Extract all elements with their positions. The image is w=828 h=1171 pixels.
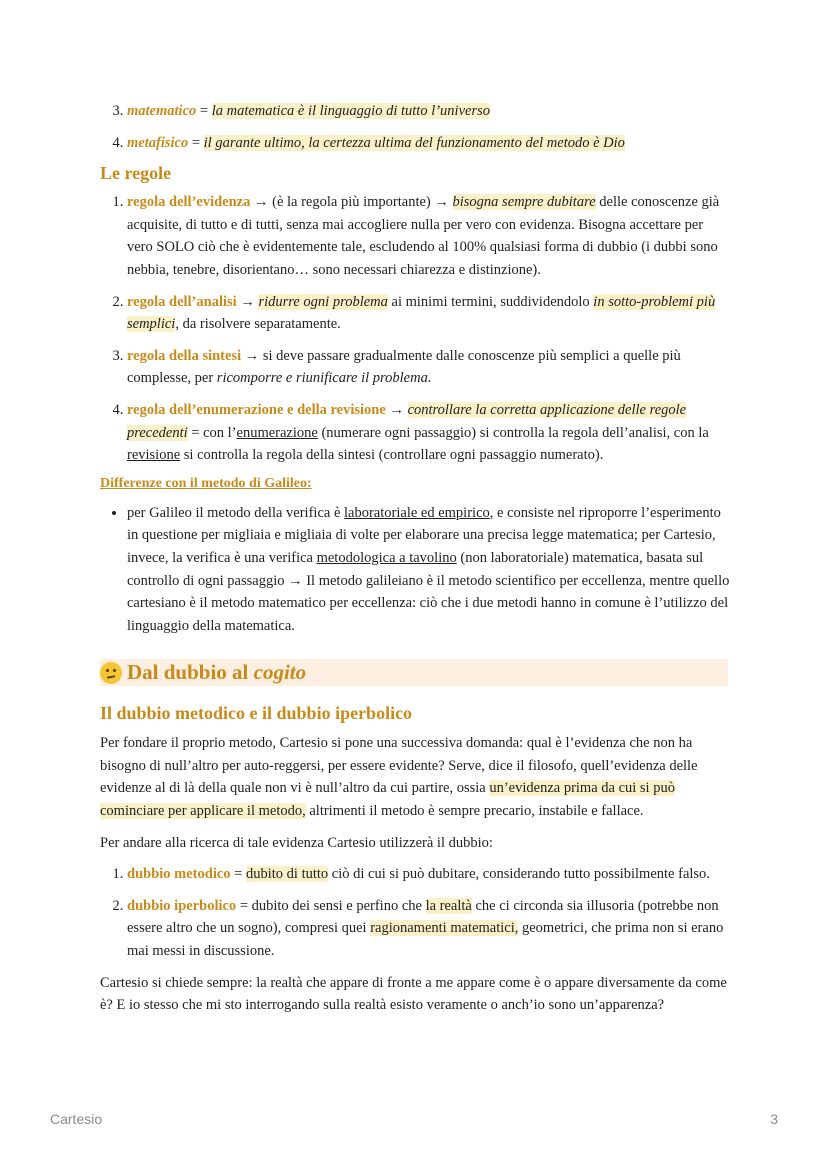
dubbio-list — [100, 863, 730, 962]
list-item: 3. regola della sintesi → si deve passare gradualmente dalle conoscenze più semplici a quelle più complesse, per ricomporre e riunificare il problema. — [127, 345, 730, 390]
heading-dubbio: Il dubbio metodico e il dubbio iperbolico — [100, 703, 413, 724]
page-content — [100, 0, 730, 1026]
paragraph: Per fondare il proprio metodo, Cartesio si pone una successiva domanda: qual è l’evidenza che non ha bisogno di null’altro per auto-reggersi, per essere evidente? Serve, dice il filosofo, quell’evidenza delle evidenze al di là della quale non vi è null’altro da cui partire, ossia un’evidenza prima da cui si può cominciare per applicare il metodo, altrimenti il metodo è sempre precario, instabile e fallace. — [100, 735, 698, 820]
list-item: 4. regola dell’enumerazione e della revisione → controllare la corretta applicazione delle regole precedenti = con l’enumerazione (numerare ogni passaggio) si controlla la regola dell’analisi, con la revisione si controlla la regola della sintesi (controllare ogni passaggio numerato). — [127, 399, 730, 467]
list-item: 2. regola dell’analisi → ridurre ogni problema ai minimi termini, suddividendolo in sotto-problemi più semplici, da risolvere separatamente. — [127, 291, 730, 336]
list-item: • per Galileo il metodo della verifica è laboratoriale ed empirico, e consiste nel riproporre l’esperimento in questione per migliaia e migliaia di volte per elaborare una precisa legge matematica; per Cartesio, invece, la verifica è una verifica metodologica a tavolino (non laboratoriale) matematica, basata sul controllo di ogni passaggio → Il metodo galileiano è il metodo scientifico per eccellenza, mentre quello cartesiano è il metodo matematico per eccellenza: ciò che i due metodi hanno in comune è l’utilizzo del linguaggio della matematica. — [127, 502, 730, 638]
paragraph: Cartesio si chiede sempre: la realtà che appare di fronte a me appare come è o appare diversamente da come è? E io stesso che mi sto interrogando sulla realtà esisto veramente o anch’io sono un’apparenza? — [100, 974, 727, 1014]
section-title: Dal dubbio al cogito — [127, 660, 307, 685]
list-item: 2. dubbio iperbolico = dubito dei sensi e perfino che la realtà che ci circonda sia illusoria (potrebbe non essere altro che un sogno), compresi quei ragionamenti matematici, geometrici, che prima non si erano mai messi in discussione. — [127, 895, 730, 963]
page-number: 3 — [770, 1111, 778, 1127]
section-band — [100, 659, 728, 686]
galileo-list — [100, 502, 730, 638]
paragraph: Per andare alla ricerca di tale evidenza Cartesio utilizzerà il dubbio: — [100, 834, 493, 851]
heading-galileo: Differenze con il metodo di Galileo: — [100, 475, 312, 491]
thinking-face-icon — [100, 662, 122, 684]
list-item: 3. matematico = la matematica è il linguaggio di tutto l’universo — [127, 100, 730, 123]
list-item: 4. metafisico = il garante ultimo, la certezza ultima del funzionamento del metodo è Dio — [127, 132, 730, 155]
highlight-text: la matematica è il linguaggio di tutto l’universo — [211, 103, 490, 119]
regole-list — [100, 191, 730, 467]
list-item: 1. regola dell’evidenza → (è la regola più importante) → bisogna sempre dubitare delle conoscenze già acquisite, di tutto e di tutti, senza mai accogliere nulla per vero con evidenza. Bisogna accettare per vero SOLO ciò che è evidentemente tale, escludendo al 100% qualsiasi forma di dubbio (i dubbi sono nebbia, tenebre, disorientano… sono necessari chiarezza e distinzione). — [127, 191, 730, 281]
top-list — [100, 100, 730, 154]
heading-regole: Le regole — [100, 163, 172, 184]
highlight-text: il garante ultimo, la certezza ultima del funzionamento del metodo è Dio — [203, 134, 625, 151]
list-item: 1. dubbio metodico = dubito di tutto ciò di cui si può dubitare, considerando tutto possibilmente falso. — [127, 863, 730, 886]
term-metafisico: metafisico — [127, 134, 189, 151]
footer-title: Cartesio — [50, 1111, 103, 1127]
term-matematico: matematico — [127, 103, 197, 119]
